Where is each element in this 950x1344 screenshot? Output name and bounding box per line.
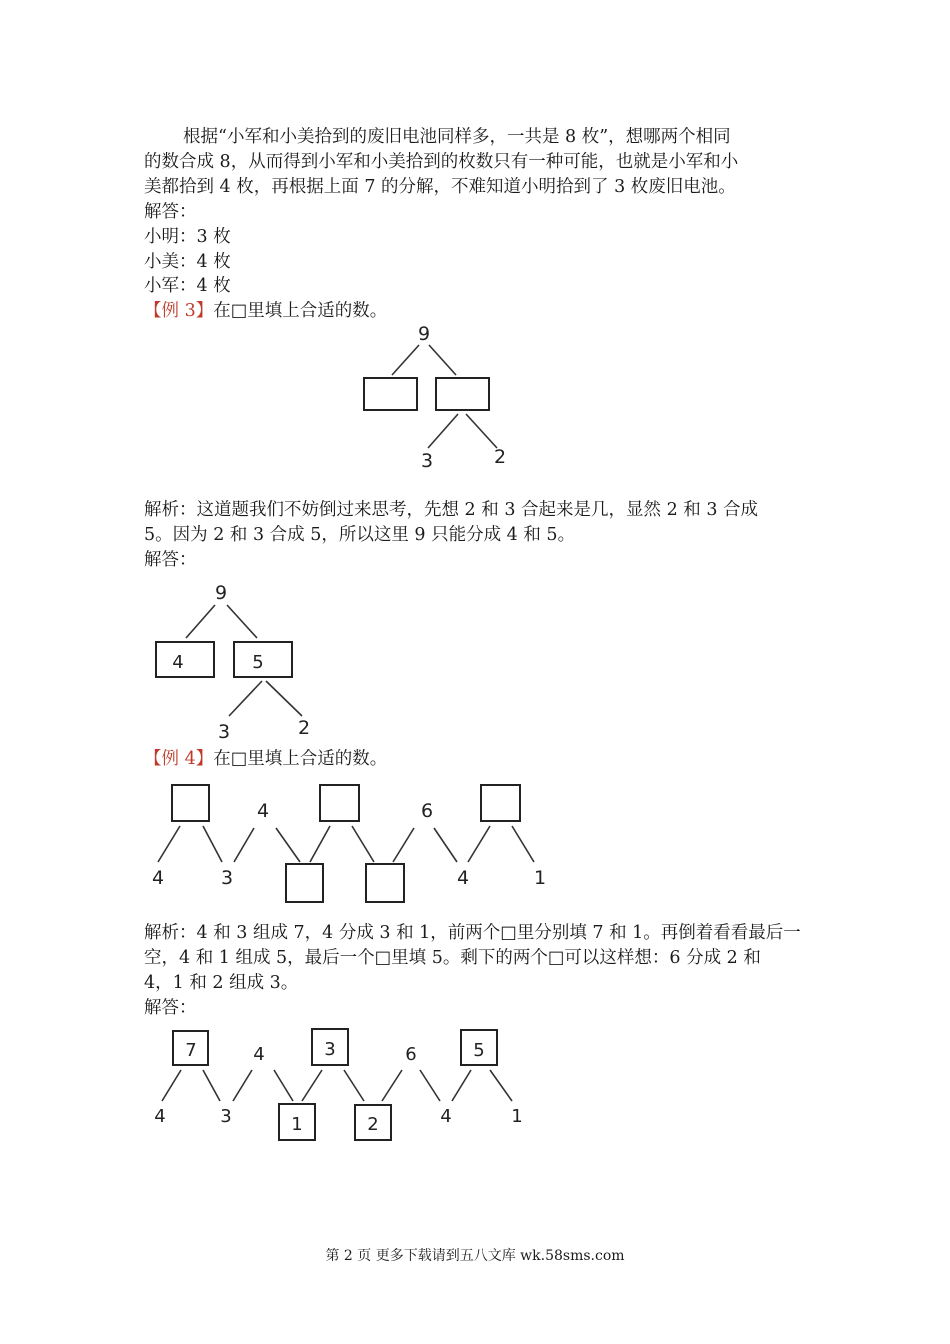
ex4-a-number-4: 6 [405,1044,417,1065]
ex4-q-empty-box-5[interactable] [366,864,404,902]
answer-xiaoming: 小明：3 枚 [144,227,231,247]
ex4-a-box-3-number: 5 [473,1040,485,1061]
answer-xiaojun: 小军：4 枚 [144,276,231,296]
ex4-q-empty-box-3[interactable] [481,785,520,821]
example-3-question-tree [364,323,506,472]
ex3-a-branch-right [227,605,257,638]
ex4-a-line-9 [452,1070,471,1101]
ex4-q-line-7 [393,828,414,862]
ex4-q-number-4: 6 [420,800,434,822]
ex4-a-box-1-number: 7 [185,1040,197,1061]
example-3-tag: 【例 3】 [144,301,214,321]
example-4-prompt: 在□里填上合适的数。 [213,749,388,769]
ex4-a-line-2 [203,1070,220,1101]
paragraph-1-line-1: 根据“小军和小美拾到的废旧电池同样多，一共是 8 枚”，想哪两个相同 [183,127,731,147]
ex3-a-top-number: 9 [214,582,228,604]
ex4-q-number-6: 1 [533,867,547,889]
ex4-a-number-6: 1 [511,1106,523,1127]
ex4-q-line-8 [434,828,457,862]
ex4-q-line-4 [276,828,300,862]
ex3-a-branch-left [186,605,215,638]
ex4-q-number-5: 4 [456,867,470,889]
ex3-q-empty-box-right[interactable] [436,378,489,410]
example-4-analysis-line-2: 空，4 和 1 组成 5，最后一个□里填 5。剩下的两个□可以这样想：6 分成 2 和 [144,948,761,968]
example-3-answer-tree [156,582,310,743]
ex3-a-box-left-number: 4 [172,652,184,673]
ex4-a-number-5: 4 [440,1106,452,1127]
ex4-q-line-3 [234,828,254,862]
ex4-q-line-6 [352,826,374,862]
ex4-a-number-1: 4 [154,1106,166,1127]
ex3-q-branch-lower-right [466,414,497,448]
ex4-q-line-1 [158,826,180,862]
example-4-answer-chain [154,1029,522,1140]
ex4-q-empty-box-2[interactable] [320,785,359,821]
ex3-a-box-left [156,642,214,677]
example-3-analysis-line-1: 解析：这道题我们不妨倒过来思考，先想 2 和 3 合起来是几，显然 2 和 3 合成 [144,500,759,520]
page-footer: 第 2 页 更多下载请到五八文库 wk.58sms.com [325,1248,625,1264]
ex4-a-line-10 [490,1070,512,1101]
ex3-q-branch-lower-left [428,414,458,448]
ex4-a-line-4 [274,1070,293,1101]
ex4-q-number-3: 4 [256,800,270,822]
ex4-a-number-3: 4 [253,1044,265,1065]
ex3-q-top-number: 9 [417,323,431,345]
ex3-a-box-right-number: 5 [252,652,264,673]
ex4-a-box-4-number: 1 [291,1114,303,1135]
example-4-tag: 【例 4】 [144,749,214,769]
ex4-a-box-5-number: 2 [367,1114,379,1135]
ex4-q-number-1: 4 [151,867,165,889]
ex4-a-line-3 [233,1070,252,1101]
ex4-q-line-10 [512,826,534,862]
ex3-a-branch-lower-right [266,681,302,716]
ex4-q-line-2 [203,826,222,862]
ex3-q-branch-left [392,345,419,375]
ex4-a-line-1 [162,1070,181,1101]
ex4-a-box-2-number: 3 [324,1039,336,1060]
example-3-answer-label: 解答： [144,550,197,570]
ex3-q-empty-box-left[interactable] [364,378,417,410]
ex4-a-line-5 [302,1070,322,1101]
ex4-q-empty-box-1[interactable] [172,785,209,821]
answer-xiaomei: 小美：4 枚 [144,252,231,272]
ex4-q-line-9 [468,826,490,862]
ex4-a-line-7 [382,1070,402,1101]
ex3-q-branch-right [429,345,456,375]
ex3-a-bottom-right-number: 2 [297,717,311,739]
example-4-analysis-line-3: 4，1 和 2 组成 3。 [144,973,299,993]
ex4-q-number-2: 3 [220,867,234,889]
ex3-a-bottom-left-number: 3 [217,721,231,743]
ex4-q-line-5 [310,826,330,862]
paragraph-1-line-3: 美都拾到 4 枚，再根据上面 7 的分解，不难知道小明拾到了 3 枚废旧电池。 [144,177,736,197]
ex4-q-empty-box-4[interactable] [286,864,323,902]
paragraph-1-line-2: 的数合成 8，从而得到小军和小美拾到的枚数只有一种可能，也就是小军和小 [144,152,739,172]
ex4-a-line-6 [344,1070,364,1101]
example-4-analysis-line-1: 解析：4 和 3 组成 7，4 分成 3 和 1，前两个□里分别填 7 和 1。再倒着看看最后一 [144,923,801,943]
example-3-prompt: 在□里填上合适的数。 [213,301,388,321]
example-4-question-chain [152,785,546,902]
ex4-a-line-8 [420,1070,440,1101]
example-4-answer-label: 解答： [144,998,197,1018]
answer-1-label: 解答： [144,202,197,222]
ex4-a-number-2: 3 [220,1106,232,1127]
example-3-analysis-line-2: 5。因为 2 和 3 合成 5，所以这里 9 只能分成 4 和 5。 [144,525,576,545]
ex3-q-bottom-right-number: 2 [493,446,507,468]
ex3-q-bottom-left-number: 3 [420,450,434,472]
ex3-a-branch-lower-left [229,681,262,716]
